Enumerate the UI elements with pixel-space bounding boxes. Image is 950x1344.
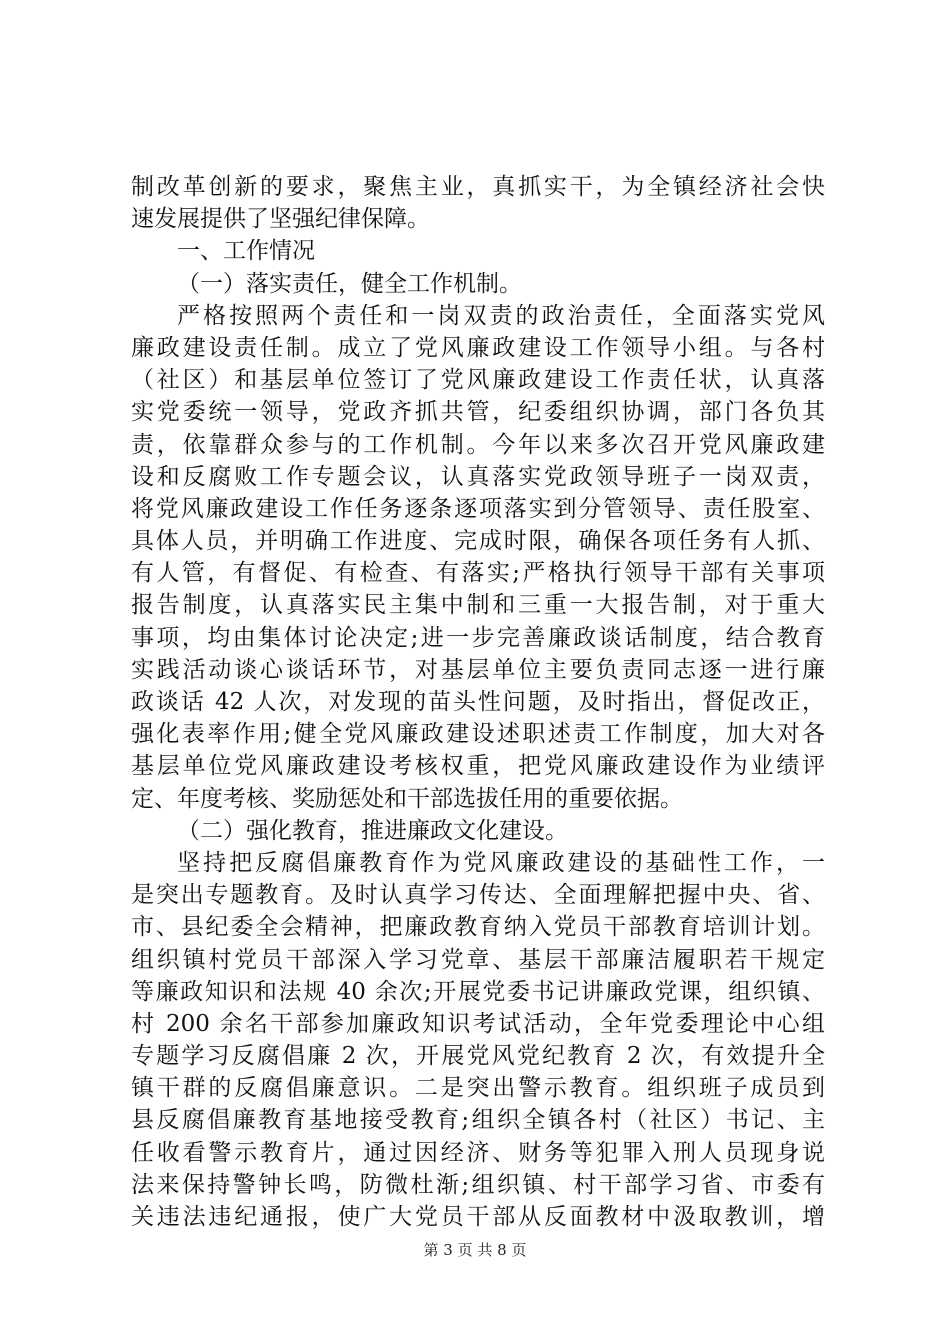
document-body [131,171,825,1233]
text-line: （二）强化教育，推进廉政文化建设。 [177,817,568,844]
text-line: 专题学习反腐倡廉 2 次，开展党风党纪教育 2 次，有效提升全 [131,1043,825,1070]
text-line: 责，依靠群众参与的工作机制。今年以来多次召开党风廉政建 [131,431,825,458]
text-line: 事项，均由集体讨论决定;进一步完善廉政谈话制度，结合教育 [131,624,825,651]
text-line: 组织镇村党员干部深入学习党章、基层干部廉洁履职若干规定 [131,946,825,973]
text-line: 实践活动谈心谈话环节，对基层单位主要负责同志逐一进行廉 [131,656,825,683]
page-footer: 第 3 页 共 8 页 [423,1241,527,1259]
text-line: 制改革创新的要求，聚焦主业，真抓实干，为全镇经济社会快 [131,174,825,200]
text-line: 关违法违纪通报，使广大党员干部从反面教材中汲取教训，增 [131,1204,825,1230]
text-line: 报告制度，认真落实民主集中制和三重一大报告制，对于重大 [131,592,825,619]
text-line: 严格按照两个责任和一岗双责的政治责任，全面落实党风 [177,302,825,329]
text-line: （一）落实责任，健全工作机制。 [177,270,522,297]
text-line: 实党委统一领导，党政齐抓共管，纪委组织协调，部门各负其 [131,399,825,426]
text-line: 有人管，有督促、有检查、有落实;严格执行领导干部有关事项 [131,560,825,587]
text-line: 基层单位党风廉政建设考核权重，把党风廉政建设作为业绩评 [131,753,825,780]
text-line: 镇干群的反腐倡廉意识。二是突出警示教育。组织班子成员到 [131,1075,825,1102]
text-line: 定、年度考核、奖励惩处和干部选拔任用的重要依据。 [131,785,683,812]
text-line: 将党风廉政建设工作任务逐条逐项落实到分管领导、责任股室、 [131,495,825,522]
text-line: 村 200 余名干部参加廉政知识考试活动，全年党委理论中心组 [131,1010,825,1037]
text-line: 坚持把反腐倡廉教育作为党风廉政建设的基础性工作，一 [177,849,825,876]
text-line: 法来保持警钟长鸣，防微杜渐;组织镇、村干部学习省、市委有 [131,1171,825,1198]
text-line: 具体人员，并明确工作进度、完成时限，确保各项任务有人抓、 [131,528,825,555]
text-line: 一、工作情况 [177,238,315,265]
text-line: 市、县纪委全会精神，把廉政教育纳入党员干部教育培训计划。 [131,914,825,941]
text-line: 等廉政知识和法规 40 余次;开展党委书记讲廉政党课，组织镇、 [131,978,825,1005]
text-line: 速发展提供了坚强纪律保障。 [131,206,430,233]
text-line: 设和反腐败工作专题会议，认真落实党政领导班子一岗双责， [131,463,825,490]
text-line: 强化表率作用;健全党风廉政建设述职述责工作制度，加大对各 [131,721,825,748]
text-line: 政谈话 42 人次，对发现的苗头性问题，及时指出，督促改正， [131,689,825,715]
text-line: 任收看警示教育片，通过因经济、财务等犯罪入刑人员现身说 [131,1139,825,1166]
text-line: （社区）和基层单位签订了党风廉政建设工作责任状，认真落 [131,367,825,394]
text-line: 是突出专题教育。及时认真学习传达、全面理解把握中央、省、 [131,882,825,909]
text-line: 县反腐倡廉教育基地接受教育;组织全镇各村（社区）书记、主 [131,1107,825,1134]
text-line: 廉政建设责任制。成立了党风廉政建设工作领导小组。与各村 [131,334,825,361]
